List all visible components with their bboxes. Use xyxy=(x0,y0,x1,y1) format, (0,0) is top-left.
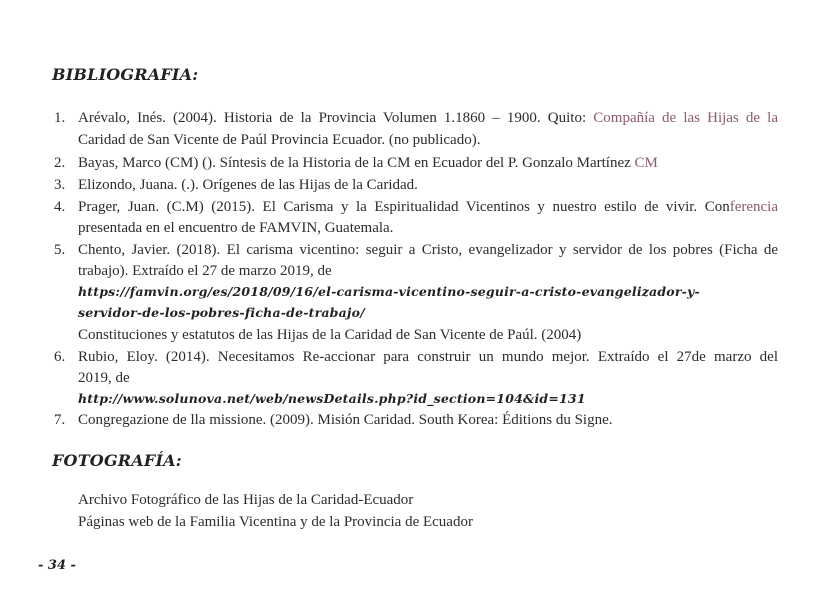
entry-continuation: Caridad de San Vicente de Paúl Provincia Ecuador. (no publicado). xyxy=(78,132,481,148)
entry-text: Bayas, Marco (CM) (). Síntesis de la Historia de la CM en Ecuador del P. Gonzalo Martínez xyxy=(78,155,635,171)
list-item: Rubio, Eloy. (2014). Necesitamos Re-accionar para construir un mundo mejor. Extraído el 27de marzo del xyxy=(78,349,778,365)
entry-extra: Constituciones y estatutos de las Hijas de la Caridad de San Vicente de Paúl. (2004) xyxy=(78,327,582,343)
entry-text-highlight: CM xyxy=(634,155,658,171)
list-item: Chento, Javier. (2018). El carisma vicentino: seguir a Cristo, evangelizador y servidor de los pobres (Ficha de xyxy=(78,242,778,258)
list-item xyxy=(78,153,658,173)
entry-number: 6. xyxy=(54,349,66,365)
entry-url[interactable]: https://famvin.org/es/2018/09/16/el-carisma-vicentino-seguir-a-cristo-evangelizador-y- xyxy=(78,284,700,299)
entry-text-highlight: Compañía de las Hijas de la xyxy=(593,110,778,126)
list-item xyxy=(78,197,778,217)
list-item: Páginas web de la Familia Vicentina y de la Provincia de Ecuador xyxy=(78,514,473,530)
list-item: Archivo Fotográfico de las Hijas de la Caridad-Ecuador xyxy=(78,492,414,508)
entry-url[interactable]: http://www.solunova.net/web/newsDetails.php?id_section=104&id=131 xyxy=(78,391,586,406)
entry-text: Arévalo, Inés. (2004). Historia de la Provincia Volumen 1.1860 – 1900. Quito: xyxy=(78,110,594,126)
fotografia-heading: FOTOGRAFÍA: xyxy=(52,451,182,470)
page-number: - 34 - xyxy=(38,558,76,573)
entry-number: 5. xyxy=(54,242,66,258)
entry-continuation: presentada en el encuentro de FAMVIN, Guatemala. xyxy=(78,220,394,236)
entry-number: 2. xyxy=(54,155,66,171)
entry-url-continuation[interactable]: servidor-de-los-pobres-ficha-de-trabajo/ xyxy=(78,305,365,320)
bibliografia-heading: BIBLIOGRAFIA: xyxy=(52,65,199,84)
entry-continuation: trabajo). Extraído el 27 de marzo 2019, de xyxy=(78,263,332,279)
list-item: Elizondo, Juana. (.). Orígenes de las Hijas de la Caridad. xyxy=(78,177,418,193)
list-item: Congregazione de lla missione. (2009). Misión Caridad. South Korea: Éditions du Signe. xyxy=(78,412,613,428)
list-item xyxy=(78,108,778,128)
entry-number: 4. xyxy=(54,199,66,215)
entry-number: 3. xyxy=(54,177,66,193)
entry-text-highlight: ferencia xyxy=(729,199,778,215)
entry-number: 1. xyxy=(54,110,66,126)
entry-number: 7. xyxy=(54,412,66,428)
entry-continuation: 2019, de xyxy=(78,370,130,386)
entry-text: Prager, Juan. (C.M) (2015). El Carisma y la Espiritualidad Vicentinos y nuestro estilo de vivir. Con xyxy=(78,199,730,215)
